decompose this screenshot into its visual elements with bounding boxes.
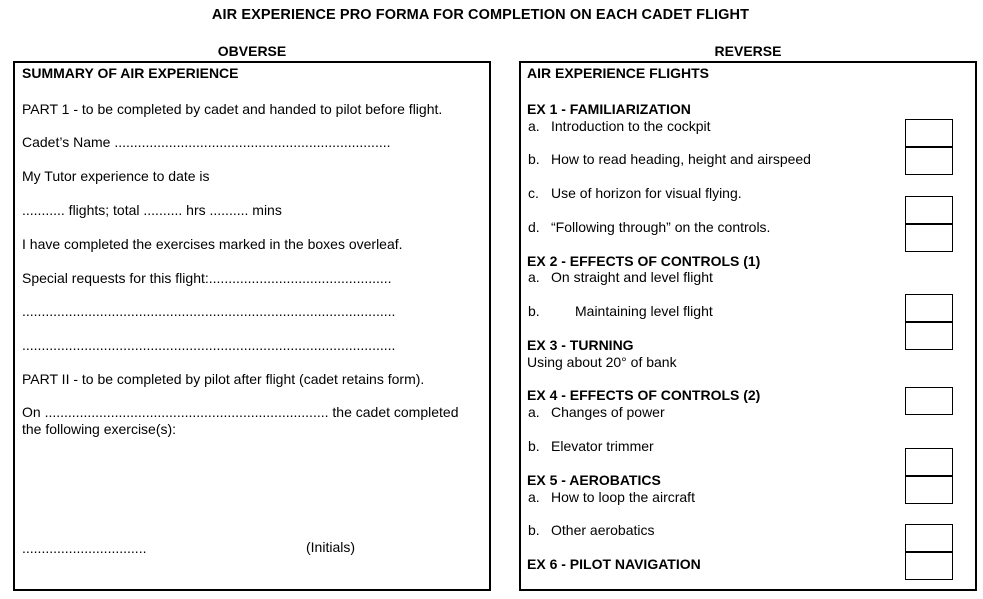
ex1-d-text: “Following through” on the controls. [551, 219, 771, 235]
ex1-c-letter: c. [528, 185, 539, 201]
completion-date-field[interactable]: On ......................................................................... the cadet completed [22, 404, 459, 420]
checkbox-ex1-b[interactable] [905, 147, 953, 175]
cadet-name-field[interactable]: Cadet’s Name ....................................................................... [22, 134, 391, 150]
completed-exercises-label: I have completed the exercises marked in the boxes overleaf. [22, 236, 403, 252]
ex2-a-text: On straight and level flight [551, 269, 713, 285]
ex5-b-text: Other aerobatics [551, 522, 655, 538]
checkbox-ex5-a[interactable] [905, 476, 953, 504]
special-requests-field[interactable]: Special requests for this flight:............................................... [22, 270, 392, 286]
flights-title: AIR EXPERIENCE FLIGHTS [527, 65, 710, 81]
checkbox-ex4-a[interactable] [905, 387, 953, 415]
ex3-title: EX 3 - TURNING [527, 337, 634, 353]
initials-label: (Initials) [306, 539, 356, 555]
checkbox-ex4-b[interactable] [905, 448, 953, 476]
ex2-b-letter: b. [528, 303, 540, 319]
form-title: AIR EXPERIENCE PRO FORMA FOR COMPLETION ON EACH CADET FLIGHT [211, 7, 750, 23]
checkbox-ex1-c[interactable] [905, 196, 953, 224]
ex2-b-text: Maintaining level flight [575, 303, 713, 319]
ex4-b-text: Elevator trimmer [551, 438, 654, 454]
summary-title: SUMMARY OF AIR EXPERIENCE [22, 65, 239, 81]
ex3-subtitle: Using about 20° of bank [527, 354, 677, 370]
ex2-title: EX 2 - EFFECTS OF CONTROLS (1) [527, 253, 761, 269]
special-requests-line-2[interactable]: ................................................................................................ [22, 337, 396, 353]
flights-hours-field[interactable]: ........... flights; total .......... hrs .......... mins [22, 202, 282, 218]
checkbox-ex1-a[interactable] [905, 119, 953, 147]
ex5-title: EX 5 - AEROBATICS [527, 472, 661, 488]
checkbox-ex2-a[interactable] [905, 294, 953, 322]
ex1-a-text: Introduction to the cockpit [551, 118, 711, 134]
ex5-a-text: How to loop the aircraft [551, 489, 695, 505]
checkbox-ex1-d[interactable] [905, 224, 953, 252]
ex4-title: EX 4 - EFFECTS OF CONTROLS (2) [527, 387, 761, 403]
initials-field[interactable]: ................................ [22, 540, 147, 556]
checkbox-ex5-b[interactable] [905, 524, 953, 552]
ex5-a-letter: a. [528, 489, 540, 505]
following-exercises-label: the following exercise(s): [22, 421, 177, 437]
part2-instruction: PART II - to be completed by pilot after flight (cadet retains form). [22, 371, 425, 387]
part1-instruction: PART 1 - to be completed by cadet and handed to pilot before flight. [22, 101, 443, 117]
ex4-a-letter: a. [528, 404, 540, 420]
ex1-c-text: Use of horizon for visual flying. [551, 185, 742, 201]
ex4-a-text: Changes of power [551, 404, 665, 420]
obverse-heading: OBVERSE [217, 43, 287, 59]
ex1-title: EX 1 - FAMILIARIZATION [527, 101, 691, 117]
ex6-title: EX 6 - PILOT NAVIGATION [527, 556, 701, 572]
ex1-d-letter: d. [528, 219, 540, 235]
special-requests-line-1[interactable]: ................................................................................................ [22, 303, 396, 319]
ex5-b-letter: b. [528, 522, 540, 538]
ex1-a-letter: a. [528, 118, 540, 134]
checkbox-ex2-b[interactable] [905, 322, 953, 350]
ex1-b-letter: b. [528, 151, 540, 167]
ex2-a-letter: a. [528, 269, 540, 285]
ex4-b-letter: b. [528, 438, 540, 454]
tutor-experience-label: My Tutor experience to date is [22, 168, 210, 184]
reverse-heading: REVERSE [714, 43, 782, 59]
ex1-b-text: How to read heading, height and airspeed [551, 151, 811, 167]
checkbox-ex6[interactable] [905, 552, 953, 580]
